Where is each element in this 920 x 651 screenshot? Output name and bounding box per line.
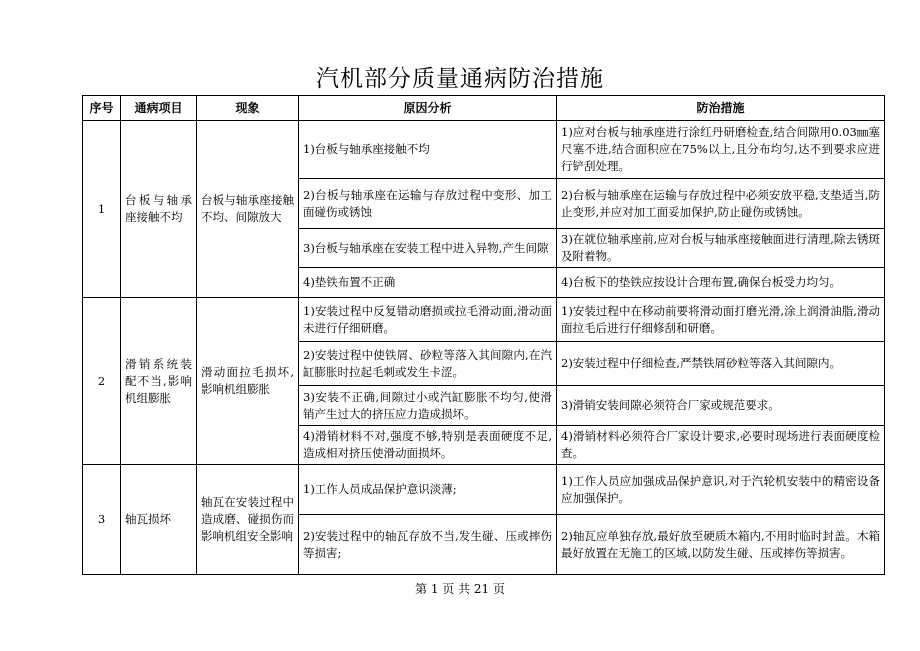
table-header-row bbox=[83, 96, 885, 121]
defect-item: 轴瓦损坏 bbox=[121, 465, 197, 575]
row-number: 1 bbox=[83, 121, 121, 298]
phenomenon: 滑动面拉毛损坏,影响机组膨胀 bbox=[197, 298, 299, 465]
cause-cell: 2)安装过程中的轴瓦存放不当,发生碰、压或摔伤等损害; bbox=[299, 515, 557, 575]
cause-cell: 2)台板与轴承座在运输与存放过程中变形、加工面碰伤或锈蚀 bbox=[299, 179, 557, 229]
header-item: 通病项目 bbox=[121, 96, 197, 121]
cause-cell: 1)台板与轴承座接触不均 bbox=[299, 121, 557, 179]
cause-cell: 2)安装过程中使铁屑、砂粒等落入其间隙内,在汽缸膨胀时拉起毛刺或发生卡涩。 bbox=[299, 342, 557, 386]
measure-cell: 2)轴瓦应单独存放,最好放至硬质木箱内,不用时临时封盖。木箱最好放置在无施工的区域,以防发生碰、压或摔伤等损害。 bbox=[557, 515, 885, 575]
page-footer: 第 1 页 共 21 页 bbox=[415, 582, 505, 596]
measure-cell: 3)在就位轴承座前,应对台板与轴承座接触面进行清理,除去锈斑及附着物。 bbox=[557, 229, 885, 268]
measure-cell: 2)安装过程中仔细检查,严禁铁屑砂粒等落入其间隙内。 bbox=[557, 342, 885, 386]
header-measure: 防治措施 bbox=[557, 96, 885, 121]
phenomenon: 台板与轴承座接触不均、间隙放大 bbox=[197, 121, 299, 298]
cause-cell: 3)安装不正确,间隙过小或汽缸膨胀不均匀,使滑销产生过大的挤压应力造成损坏。 bbox=[299, 386, 557, 426]
measure-cell: 4)滑销材料必须符合厂家设计要求,必要时现场进行表面硬度检查。 bbox=[557, 426, 885, 465]
measure-cell: 4)台板下的垫铁应按设计合理布置,确保台板受力均匀。 bbox=[557, 268, 885, 298]
cause-cell: 3)台板与轴承座在安装工程中进入异物,产生间隙 bbox=[299, 229, 557, 268]
defect-item: 台板与轴承座接触不均 bbox=[121, 121, 197, 298]
measure-cell: 1)安装过程中在移动前要将滑动面打磨光滑,涂上润滑油脂,滑动面拉毛后进行仔细修刮和研磨。 bbox=[557, 298, 885, 342]
cause-cell: 4)滑销材料不对,强度不够,特别是表面硬度不足,造成相对挤压使滑动面损坏。 bbox=[299, 426, 557, 465]
table-row bbox=[83, 465, 885, 515]
cause-cell: 1)安装过程中反复错动磨损或拉毛滑动面,滑动面未进行仔细研磨。 bbox=[299, 298, 557, 342]
measure-cell: 1)应对台板与轴承座进行涂红丹研磨检查,结合间隙用0.03㎜塞尺塞不进,结合面积应在75%以上,且分布均匀,达不到要求应进行铲刮处理。 bbox=[557, 121, 885, 179]
measure-cell: 1)工作人员应加强成品保护意识,对于汽轮机安装中的精密设备应加强保护。 bbox=[557, 465, 885, 515]
header-phenomenon: 现象 bbox=[197, 96, 299, 121]
cause-cell: 1)工作人员成品保护意识淡薄; bbox=[299, 465, 557, 515]
table-row bbox=[83, 121, 885, 179]
defect-item: 滑销系统装配不当,影响机组膨胀 bbox=[121, 298, 197, 465]
cause-cell: 4)垫铁布置不正确 bbox=[299, 268, 557, 298]
page-title: 汽机部分质量通病防治措施 bbox=[316, 66, 604, 92]
header-no: 序号 bbox=[83, 96, 121, 121]
row-number: 3 bbox=[83, 465, 121, 575]
header-cause: 原因分析 bbox=[299, 96, 557, 121]
measure-cell: 3)滑销安装间隙必须符合厂家或规范要求。 bbox=[557, 386, 885, 426]
phenomenon: 轴瓦在安装过程中造成磨、碰损伤而影响机组安全影响 bbox=[197, 465, 299, 575]
table-row bbox=[83, 298, 885, 342]
measure-cell: 2)台板与轴承座在运输与存放过程中必须安放平稳,支垫适当,防止变形,并应对加工面妥加保护,防止碰伤或锈蚀。 bbox=[557, 179, 885, 229]
row-number: 2 bbox=[83, 298, 121, 465]
quality-defect-table bbox=[82, 95, 885, 575]
